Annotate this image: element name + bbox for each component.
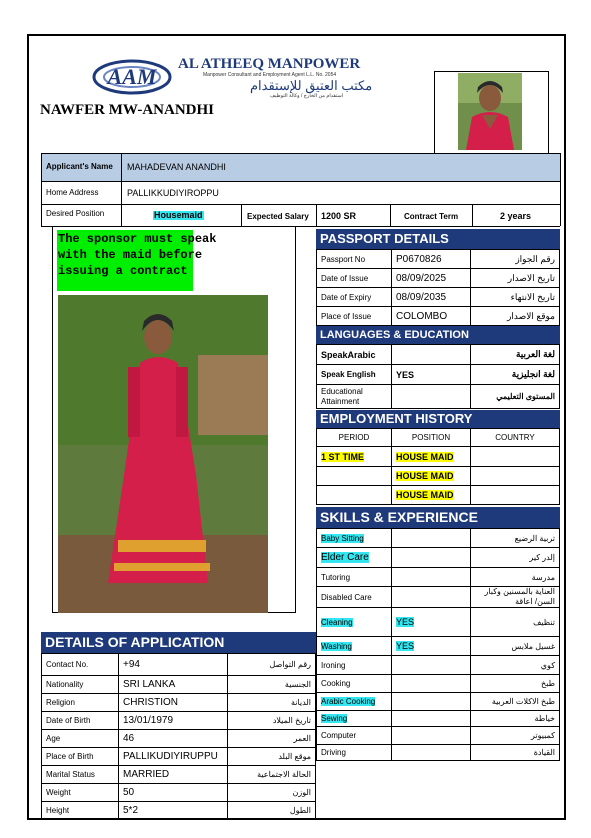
skill-arabic: كمبيوتر [471, 727, 560, 745]
detail-value: MARRIED [119, 766, 228, 784]
passport-row-label: Date of Issue [317, 269, 392, 288]
skill-row [317, 711, 560, 727]
company-name: AL ATHEEQ MANPOWER [178, 56, 361, 72]
detail-label: Height [42, 802, 119, 819]
skill-label: Arabic Cooking [321, 697, 376, 706]
home-address-label: Home Address [46, 188, 99, 197]
contract-term-label: Contract Term [404, 212, 459, 221]
skill-arabic: العناية بالمسنين وكبار السن/ اعاقة [471, 587, 560, 608]
language-row-value [392, 385, 471, 409]
detail-label: Age [42, 730, 119, 748]
applicant-name-label: Applicant's Name [46, 162, 113, 171]
languages-table [316, 344, 560, 409]
language-row-arabic: المستوى التعليمي [471, 385, 560, 409]
passport-row-label: Date of Expiry [317, 288, 392, 307]
passport-row [317, 307, 560, 326]
passport-row [317, 250, 560, 269]
detail-arabic: موقع البلد [228, 748, 316, 766]
skill-arabic: تربية الرضيع [471, 529, 560, 548]
detail-row [42, 676, 316, 694]
document-title: NAWFER MW-ANANDHI [40, 102, 215, 118]
employment-position: HOUSE MAID [396, 451, 454, 462]
skill-label: Ironing [321, 660, 346, 670]
detail-row [42, 712, 316, 730]
detail-row [42, 694, 316, 712]
skill-label: Driving [321, 748, 346, 757]
skill-arabic: خياطة [471, 711, 560, 727]
detail-row [42, 766, 316, 784]
detail-row [42, 730, 316, 748]
contract-term: 2 years [500, 211, 532, 221]
skill-row [317, 608, 560, 637]
applicant-full-photo [58, 295, 268, 613]
skill-row [317, 587, 560, 608]
skill-label: Computer [321, 731, 357, 740]
passport-row-arabic: رقم الجواز [471, 250, 560, 269]
employment-row [317, 486, 560, 505]
detail-label: Marital Status [42, 766, 119, 784]
passport-row-label: Place of Issue [317, 307, 392, 326]
desired-position-label: Desired Position [46, 209, 105, 218]
detail-value: 46 [119, 730, 228, 748]
skill-arabic: إلدر كير [471, 548, 560, 568]
passport-row-arabic: موقع الاصدار [471, 307, 560, 326]
details-table [41, 653, 316, 819]
skill-label: Cooking [321, 679, 351, 688]
passport-row-value: P0670826 [392, 250, 471, 269]
skill-label: Cleaning [321, 617, 353, 627]
skills-table [316, 528, 560, 761]
applicant-portrait-photo [458, 73, 522, 150]
employment-country [471, 486, 560, 505]
detail-arabic: تاريخ الميلاد [228, 712, 316, 730]
employment-country [471, 467, 560, 486]
skill-arabic: تنظيف [471, 608, 560, 637]
passport-row-value: COLOMBO [392, 307, 471, 326]
employment-position: HOUSE MAID [396, 490, 454, 500]
language-row-value: YES [392, 365, 471, 385]
detail-arabic: رقم التواصل [228, 654, 316, 676]
passport-row-arabic: تاريخ الانتهاء [471, 288, 560, 307]
company-subtitle: Manpower Consultant and Employment Agent L.L. No. 2054 [203, 72, 337, 78]
language-row-arabic: لغة انجليزية [471, 365, 560, 385]
detail-value: 5*2 [119, 802, 228, 819]
skill-label: Tutoring [321, 572, 351, 582]
detail-row [42, 802, 316, 819]
detail-arabic: العمر [228, 730, 316, 748]
skill-value: YES [396, 641, 415, 651]
skill-label: Disabled Care [321, 592, 372, 602]
skill-arabic: غسيل ملابس [471, 637, 560, 656]
skill-row [317, 745, 560, 761]
passport-row-label: Passport No [317, 250, 392, 269]
employment-country [471, 447, 560, 467]
skill-arabic: القيادة [471, 745, 560, 761]
detail-row [42, 748, 316, 766]
skill-arabic: مدرسة [471, 568, 560, 587]
language-row [317, 385, 560, 409]
detail-value: 50 [119, 784, 228, 802]
detail-arabic: الطول [228, 802, 316, 819]
language-row [317, 365, 560, 385]
language-row-label: SpeakArabic [317, 345, 392, 365]
company-logo [92, 55, 172, 97]
passport-section-header: PASSPORT DETAILS [316, 229, 560, 249]
name-row-bg [41, 153, 560, 181]
period-header: PERIOD [317, 429, 392, 447]
desired-position: Housemaid [154, 210, 203, 220]
company-arabic: مكتب العتيق للإستقدام [250, 78, 373, 93]
logo-letters: AAM [107, 64, 157, 89]
skill-label: Elder Care [321, 552, 369, 563]
skill-row [317, 656, 560, 675]
position-header: POSITION [392, 429, 471, 447]
applicant-name: MAHADEVAN ANANDHI [127, 162, 226, 172]
sponsor-note: The sponsor must speak with the maid before issuing a contract [58, 232, 217, 278]
detail-label: Nationality [42, 676, 119, 694]
skill-row [317, 529, 560, 548]
skill-arabic: طبخ [471, 675, 560, 693]
passport-row-arabic: تاريخ الاصدار [471, 269, 560, 288]
passport-row-value: 08/09/2025 [392, 269, 471, 288]
skill-label: Washing [321, 641, 352, 651]
company-arabic-subtitle: استقدام من الخارج / وكالة التوظيف [270, 93, 344, 99]
language-row [317, 345, 560, 365]
detail-label: Weight [42, 784, 119, 802]
detail-value: +94 [119, 654, 228, 676]
skill-row [317, 727, 560, 745]
detail-row [42, 784, 316, 802]
expected-salary: 1200 SR [321, 211, 357, 221]
employment-period [317, 486, 392, 505]
detail-arabic: الحالة الاجتماعية [228, 766, 316, 784]
skill-row [317, 693, 560, 711]
skill-value: YES [396, 617, 415, 627]
skill-row [317, 548, 560, 568]
detail-label: Place of Birth [42, 748, 119, 766]
skill-arabic: كوي [471, 656, 560, 675]
employment-position: HOUSE MAID [396, 471, 454, 481]
passport-row-value: 08/09/2035 [392, 288, 471, 307]
detail-arabic: الوزن [228, 784, 316, 802]
language-row-label: Speak English [317, 365, 392, 385]
skill-row [317, 675, 560, 693]
detail-label: Date of Birth [42, 712, 119, 730]
employment-period [317, 467, 392, 486]
detail-row [42, 654, 316, 676]
details-section-header: DETAILS OF APPLICATION [41, 632, 316, 653]
language-row-label: Educational Attainment [317, 385, 392, 409]
expected-salary-label: Expected Salary [247, 212, 309, 221]
detail-label: Contact No. [42, 654, 119, 676]
country-header: COUNTRY [471, 429, 560, 447]
skill-row [317, 568, 560, 587]
language-row-value [392, 345, 471, 365]
employment-row [317, 467, 560, 486]
employment-table [316, 428, 560, 505]
passport-row [317, 269, 560, 288]
language-row-arabic: لغة العربية [471, 345, 560, 365]
employment-section-header: EMPLOYMENT HISTORY [316, 410, 560, 428]
passport-row [317, 288, 560, 307]
detail-arabic: الجنسية [228, 676, 316, 694]
employment-row [317, 447, 560, 467]
detail-arabic: الديانة [228, 694, 316, 712]
languages-section-header: LANGUAGES & EDUCATION [316, 326, 560, 344]
detail-value: SRI LANKA [119, 676, 228, 694]
detail-label: Religion [42, 694, 119, 712]
skill-label: Sewing [321, 714, 348, 723]
detail-value: CHRISTION [119, 694, 228, 712]
detail-value: PALLIKUDIYIRUPPU [119, 748, 228, 766]
skills-section-header: SKILLS & EXPERIENCE [316, 507, 560, 528]
skill-label: Baby Sitting [321, 533, 364, 543]
home-address: PALLIKKUDIYIROPPU [127, 188, 219, 198]
skill-row [317, 637, 560, 656]
employment-period: 1 ST TIME [321, 451, 365, 462]
employment-header-row [317, 429, 560, 447]
passport-table [316, 249, 560, 326]
skill-arabic: طبخ الاكلات العربية [471, 693, 560, 711]
detail-value: 13/01/1979 [119, 712, 228, 730]
